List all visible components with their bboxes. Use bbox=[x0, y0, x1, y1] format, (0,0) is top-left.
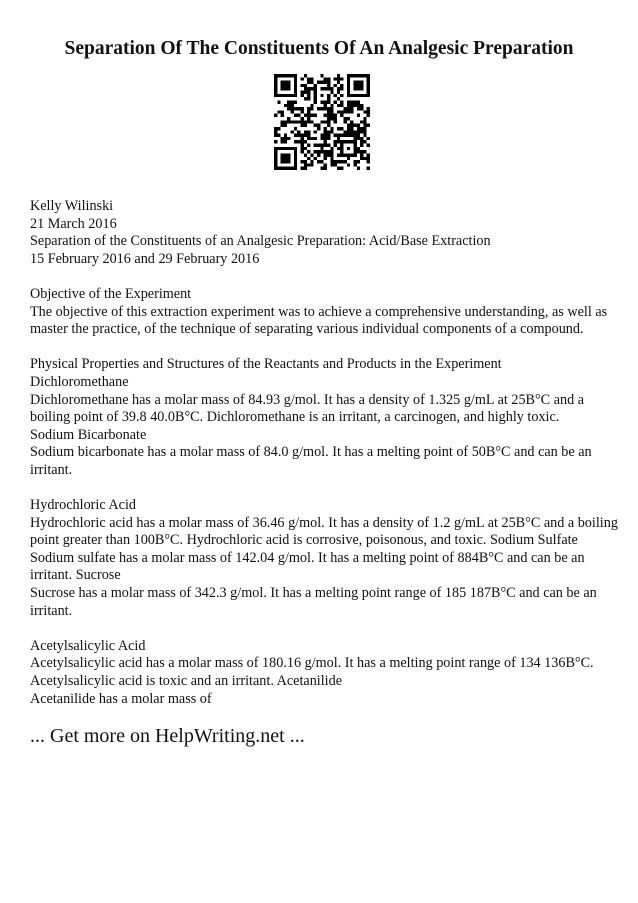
date-line: 21 March 2016 bbox=[30, 215, 117, 232]
author-line: Kelly Wilinski bbox=[30, 198, 114, 214]
hydrochloric-acid-text: Hydrochloric acid has a molar mass of 36.46 g/mol. It has a density of 1.2 g/mL at 25B°C and a boiling point greater than 100B°C. Hydrochloric acid is corrosive, poisonous, and toxic. Sodium Sulfate bbox=[30, 514, 618, 549]
hydrochloric-acid-heading: Hydrochloric Acid bbox=[30, 497, 136, 514]
get-more-link[interactable]: ... Get more on HelpWriting.net ... bbox=[30, 725, 305, 747]
dichloromethane-heading: Dichloromethane bbox=[30, 373, 129, 390]
document-title: Separation Of The Constituents Of An Analgesic Preparation bbox=[64, 38, 574, 59]
qr-code bbox=[274, 74, 370, 170]
sodium-bicarbonate-heading: Sodium Bicarbonate bbox=[30, 426, 147, 443]
dichloromethane-text: Dichloromethane has a molar mass of 84.93 g/mol. It has a density of 1.325 g/mL at 25B°C and a boiling point of 39.8 40.0B°C. Dichloromethane is an irritant, a carcinogen, and highly toxic. bbox=[30, 391, 585, 426]
objective-text: The objective of this extraction experiment was to achieve a comprehensive understanding, as well as master the practice, of the technique of separating various individual components of a compound. bbox=[30, 303, 608, 338]
sodium-bicarbonate-text: Sodium bicarbonate has a molar mass of 84.0 g/mol. It has a melting point of 50B°C and can be an irritant. bbox=[30, 444, 592, 478]
experiment-dates-line: 15 February 2016 and 29 February 2016 bbox=[30, 250, 260, 267]
acetylsalicylic-acid-text: Acetylsalicylic acid has a molar mass of 180.16 g/mol. It has a melting point range of 134 136B°C. Acetylsalicylic acid is toxic and an irritant. Acetanilide bbox=[30, 655, 594, 690]
sodium-sulfate-text: Sodium sulfate has a molar mass of 142.04 g/mol. It has a melting point of 884B°C and can be an irritant. Sucrose bbox=[30, 549, 585, 584]
qr-code-graphic bbox=[274, 74, 370, 170]
properties-heading: Physical Properties and Structures of the Reactants and Products in the Experiment bbox=[30, 356, 502, 373]
acetanilide-text: Acetanilide has a molar mass of bbox=[30, 690, 212, 707]
subject-line: Separation of the Constituents of an Analgesic Preparation: Acid/Base Extraction bbox=[30, 233, 491, 250]
sucrose-text: Sucrose has a molar mass of 342.3 g/mol. It has a melting point range of 185 187B°C and can be an irritant. bbox=[30, 585, 597, 619]
document-body bbox=[30, 198, 620, 708]
acetylsalicylic-acid-heading: Acetylsalicylic Acid bbox=[30, 637, 146, 654]
objective-heading: Objective of the Experiment bbox=[30, 285, 192, 302]
